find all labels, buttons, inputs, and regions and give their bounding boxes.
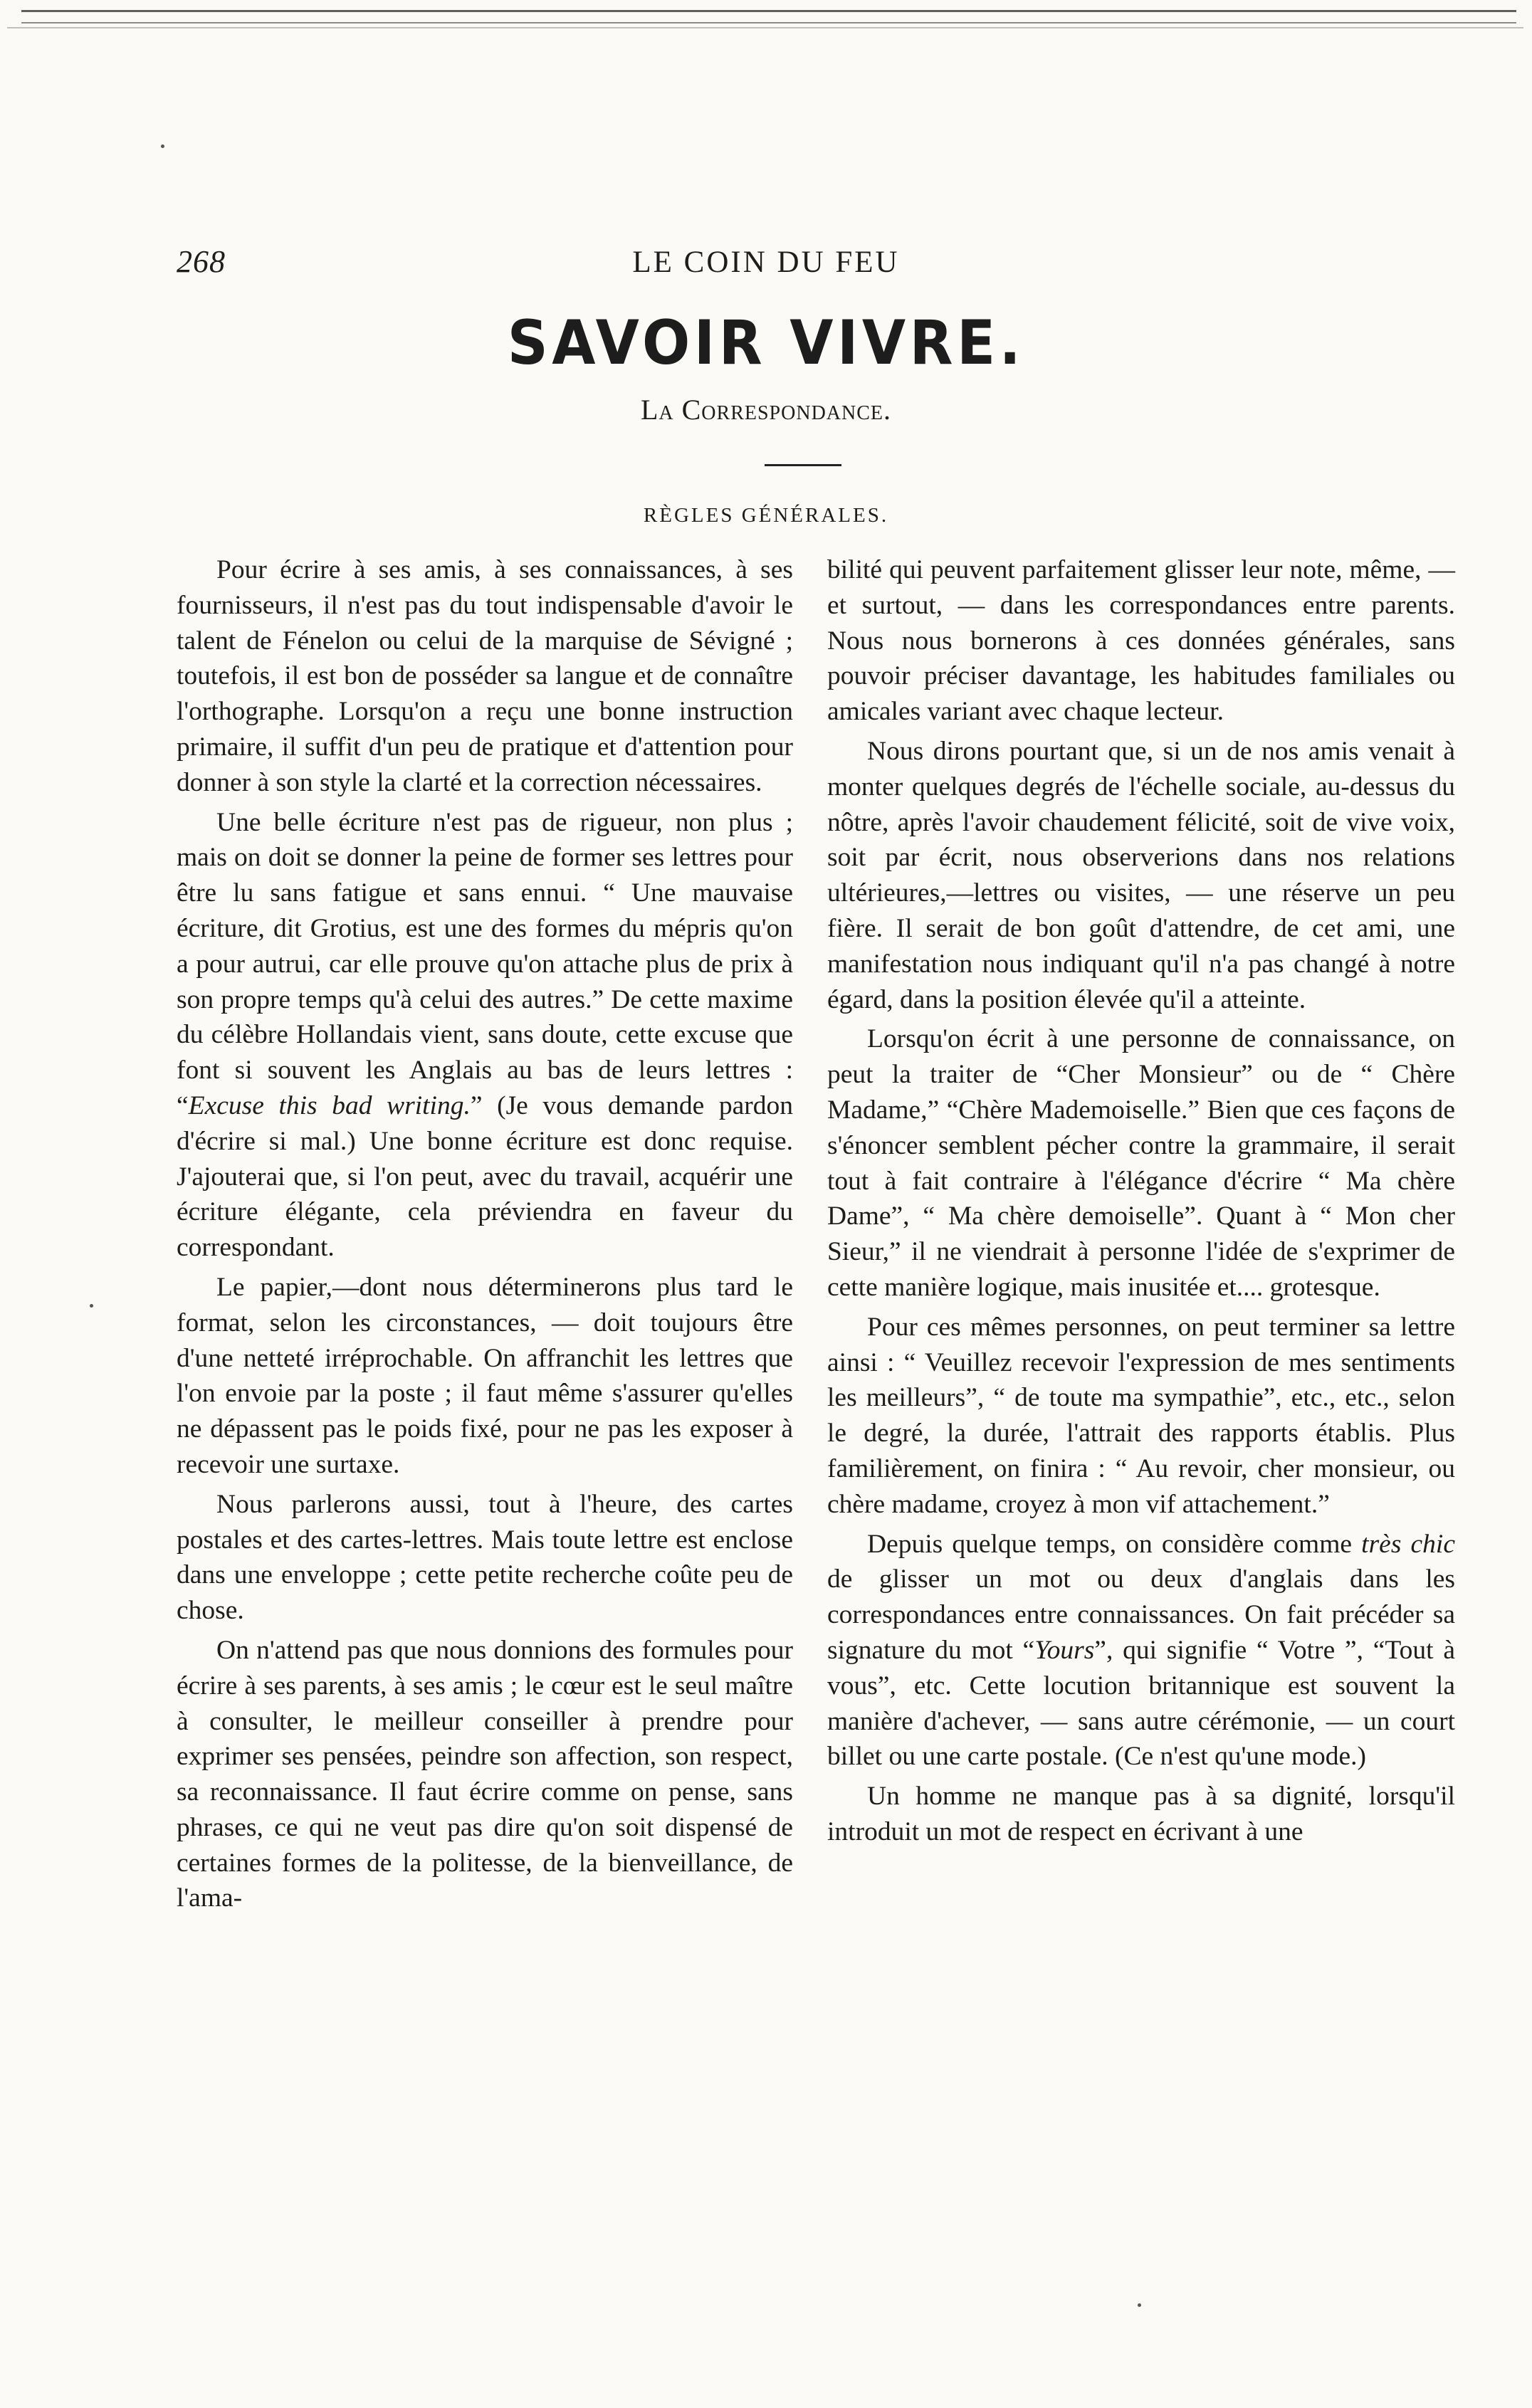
paragraph: Nous parlerons aussi, tout à l'heure, des cartes postales et des cartes-lettres. Mais toute lettre est enclose dans une enveloppe ; cette petite recherche coûte peu de chose. xyxy=(177,1489,793,1626)
scan-speck xyxy=(161,144,164,148)
paragraph: Lorsqu'on écrit à une personne de connaissance, on peut la traiter de “Cher Monsieur” ou de “ Chère Madame,” “Chère Mademoiselle.” Bien que ces façons de s'énoncer semblent pécher contre la grammaire, il serait tout à fait contraire à l'élégance d'écrire “ Ma chère Dame”, “ Ma chère demoiselle”. Quant à “ Mon cher Sieur,” il ne viendrait à personne l'idée de s'exprimer de cette manière logique, mais inusitée et.... grotesque. xyxy=(827,1024,1455,1302)
running-head: LE COIN DU FEU xyxy=(632,246,900,279)
scan-top-line xyxy=(7,27,1523,28)
paragraph: Nous dirons pourtant que, si un de nos amis venait à monter quelques degrés de l'échelle sociale, au-dessus du nôtre, après l'avoir chaudement félicité, soit de vive voix, soit par écrit, nous observerions dans nos relations ultérieures,—lettres ou visites, — une réserve un peu fière. Il serait de bon goût d'attendre, de cet ami, une manifestation nous indiquant qu'il n'a pas changé à notre égard, dans la position élevée qu'il a atteinte. xyxy=(827,736,1455,1014)
paragraph: On n'attend pas que nous donnions des formules pour écrire à ses parents, à ses amis ; le cœur est le seul maître à consulter, le meilleur conseiller à prendre pour exprimer ses pensées, peindre son affection, son respect, sa reconnaissance. Il faut écrire comme on pense, sans phrases, ce qui ne veut pas dire qu'on soit dispensé de certaines formes de la politesse, de la bienveillance, de l'ama- xyxy=(177,1635,793,1913)
section-heading: RÈGLES GÉNÉRALES. xyxy=(643,504,889,527)
article-title: SAVOIR VIVRE. xyxy=(507,307,1025,379)
scan-top-edge xyxy=(21,10,1516,23)
scan-speck xyxy=(1138,2303,1141,2307)
article-subtitle: La Correspondance. xyxy=(640,394,892,426)
paragraph-text: ” (Je vous demande pardon d'écrire si mal.) Une bonne écriture est donc requise. J'ajouterai que, si l'on peut, avec du travail, acquérir une écriture élégante, cela préviendra en faveur du correspondant. xyxy=(177,1090,793,1263)
italic-word: Yours xyxy=(1034,1635,1095,1665)
title-rule xyxy=(765,464,841,466)
left-column xyxy=(177,552,793,1920)
italic-phrase: très chic xyxy=(1361,1529,1455,1559)
paragraph-text: ”, qui signifie “ Votre ”, “Tout à vous”, etc. Cette locution britannique est souvent la manière d'achever, — sans autre cérémonie, — un court billet ou une carte postale. (Ce n'est qu'une mode.) xyxy=(827,1635,1455,1772)
quoted-english-phrase: Excuse this bad writing. xyxy=(188,1090,471,1120)
paragraph xyxy=(177,805,793,1266)
paragraph xyxy=(827,1527,1455,1775)
paragraph-text: Une belle écriture n'est pas de rigueur, non plus ; mais on doit se donner la peine de former ses lettres pour être lu sans fatigue et sans ennui. “ Une mauvaise écriture, dit Grotius, est une des formes du mépris qu'on a pour autrui, car elle prouve qu'on attache plus de prix à son propre temps qu'à celui des autres.” De cette maxime du célèbre Hollandais vient, sans doute, cette excuse que font si souvent les Anglais au bas de leurs lettres : “ xyxy=(177,807,793,1120)
paragraph-text: de glisser un mot ou deux d'anglais dans les correspondances entre connaissances. On fait précéder sa signature du mot “ xyxy=(827,1565,1455,1665)
scan-speck xyxy=(90,1304,93,1308)
page-number: 268 xyxy=(177,244,226,279)
paragraph: Pour ces mêmes personnes, on peut terminer sa lettre ainsi : “ Veuillez recevoir l'expression de mes sentiments les meilleurs”, “ de toute ma sympathie”, etc., etc., selon le degré, la durée, l'attrait des rapports établis. Plus familièrement, on finira : “ Au revoir, cher monsieur, ou chère madame, croyez à mon vif attachement.” xyxy=(827,1312,1455,1519)
paragraph: Un homme ne manque pas à sa dignité, lorsqu'il introduit un mot de respect en écrivant à une xyxy=(827,1782,1455,1846)
paragraph: Pour écrire à ses amis, à ses connaissances, à ses fournisseurs, il n'est pas du tout indispensable d'avoir le talent de Fénelon ou celui de la marquise de Sévigné ; toutefois, il est bon de posséder sa langue et de connaître l'orthographe. Lorsqu'on a reçu une bonne instruction primaire, il suffit d'un peu de pratique et d'attention pour donner à son style la clarté et la correction nécessaires. xyxy=(177,555,793,797)
paragraph: Le papier,—dont nous déterminerons plus tard le format, selon les circonstances, — doit toujours être d'une netteté irréprochable. On affranchit les lettres que l'on envoie par la poste ; il faut même s'assurer qu'elles ne dépassent pas le poids fixé, pour ne pas les exposer à recevoir une surtaxe. xyxy=(177,1272,793,1479)
right-column xyxy=(827,552,1455,1854)
paragraph-text: Depuis quelque temps, on considère comme xyxy=(867,1529,1353,1559)
paragraph-continued: bilité qui peuvent parfaitement glisser leur note, même, — et surtout, — dans les correspondances entre parents. Nous nous bornerons à ces données générales, sans pouvoir préciser davantage, les habitudes familiales ou amicales variant avec chaque lecteur. xyxy=(827,555,1455,727)
